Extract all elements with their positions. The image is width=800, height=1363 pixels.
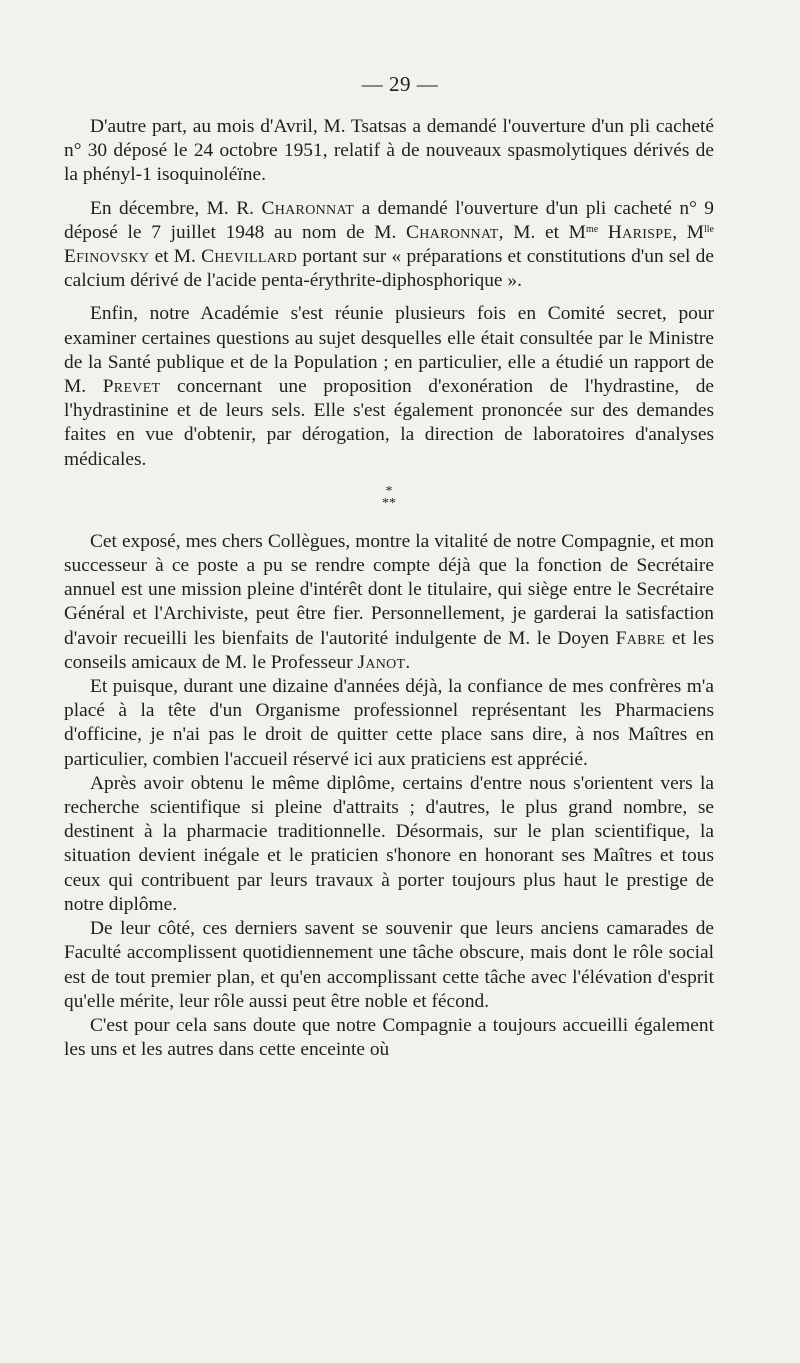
title-superscript: me xyxy=(585,223,599,235)
author-name: Janot xyxy=(357,651,406,673)
section-separator xyxy=(64,483,714,512)
paragraph-expose: Cet exposé, mes chers Collègues, montre la vitalité de notre Compagnie, et mon successeur à ce poste a pu se rendre compte déjà que la fonction de Secrétaire annuel est une mission pleine d'intérêt dont le titulaire, qui siège entre le Secrétaire Général et l'Archiviste, peut être fier. Personnellement, je garderai la satisfaction d'avoir recueilli les bienfaits de l'autorité indulgente de M. le Doyen Fabre et les conseils amicaux de M. le Professeur Janot. xyxy=(64,530,714,673)
paragraph-anciens: De leur côté, ces derniers savent se souvenir que leurs anciens camarades de Faculté accomplissent quotidiennement une tâche obscure, mais dont le rôle social est de tout premier plan, et qu'en accomplissant cette tâche avec l'élévation d'esprit qu'elle mérite, leur rôle aussi peut être noble et fécond. xyxy=(64,918,714,1012)
separator-asterisk: * xyxy=(385,483,393,499)
paragraph-comite-secret: Enfin, notre Académie s'est réunie plusieurs fois en Comité secret, pour examiner certaines questions au sujet desquelles elle était consultée par le Ministre de la Santé publique et de la Population ; en particulier, elle a étudié un rapport de M. Prevet concernant une proposition d'exonération de l'hydrastine, de l'hydrastinine et de leurs sels. Elle s'est également prononcée sur des demandes faites en vue d'obtenir, par dérogation, la direction de laboratoires d'analyses médicales. xyxy=(64,303,714,470)
author-name: Efinovsky xyxy=(64,246,150,268)
author-name: Harispe xyxy=(607,221,673,243)
author-name: Charonnat xyxy=(406,221,499,243)
page-number: — 29 — xyxy=(361,72,439,96)
separator-asterisks: ** xyxy=(382,495,396,511)
paragraph-diplome: Après avoir obtenu le même diplôme, certains d'entre nous s'orientent vers la recherche scientifique si pleine d'attraits ; d'autres, le plus grand nombre, se destinent à la pharmacie traditionnelle. Désormais, sur le plan scientifique, la situation devient inégale et le praticien s'honore en honorant ses Maîtres et tous ceux qui contribuent par leurs travaux à porter toujours plus haut le prestige de notre diplôme. xyxy=(64,772,714,915)
author-name: Chevillard xyxy=(201,246,298,268)
paragraph-charonnat: En décembre, M. R. Charonnat a demandé l'ouverture d'un pli cacheté n° 9 déposé le 7 juillet 1948 au nom de M. Charonnat, M. et $M^{me}$ Harispe, $M^{lle}$ Efinovsky et M. Chevillard portant sur « préparations et constitutions d'un sel de calcium dérivé de l'acide penta-érythrite-diphosphorique ». xyxy=(64,197,714,292)
body-text xyxy=(64,115,714,1062)
title-superscript: lle xyxy=(704,223,714,235)
paragraph-organisme: Et puisque, durant une dizaine d'années déjà, la confiance de mes confrères m'a placé à la tête d'un Organisme professionnel représentant les Pharmaciens d'officine, je n'ai pas le droit de quitter cette place sans dire, à nos Maîtres en particulier, combien l'accueil réservé ici aux praticiens est apprécié. xyxy=(64,676,714,770)
author-name: Prevet xyxy=(102,376,161,398)
paragraph-tsatsas: D'autre part, au mois d'Avril, M. Tsatsas a demandé l'ouverture d'un pli cacheté n° 30 déposé le 24 octobre 1951, relatif à de nouveaux spasmolytiques dérivés de la phényl-1 isoquinoléïne. xyxy=(64,116,714,186)
author-name: Fabre xyxy=(615,627,666,649)
author-name: Charonnat xyxy=(261,197,355,219)
paragraph-compagnie: C'est pour cela sans doute que notre Compagnie a toujours accueilli également les uns et les autres dans cette enceinte où xyxy=(64,1014,714,1061)
